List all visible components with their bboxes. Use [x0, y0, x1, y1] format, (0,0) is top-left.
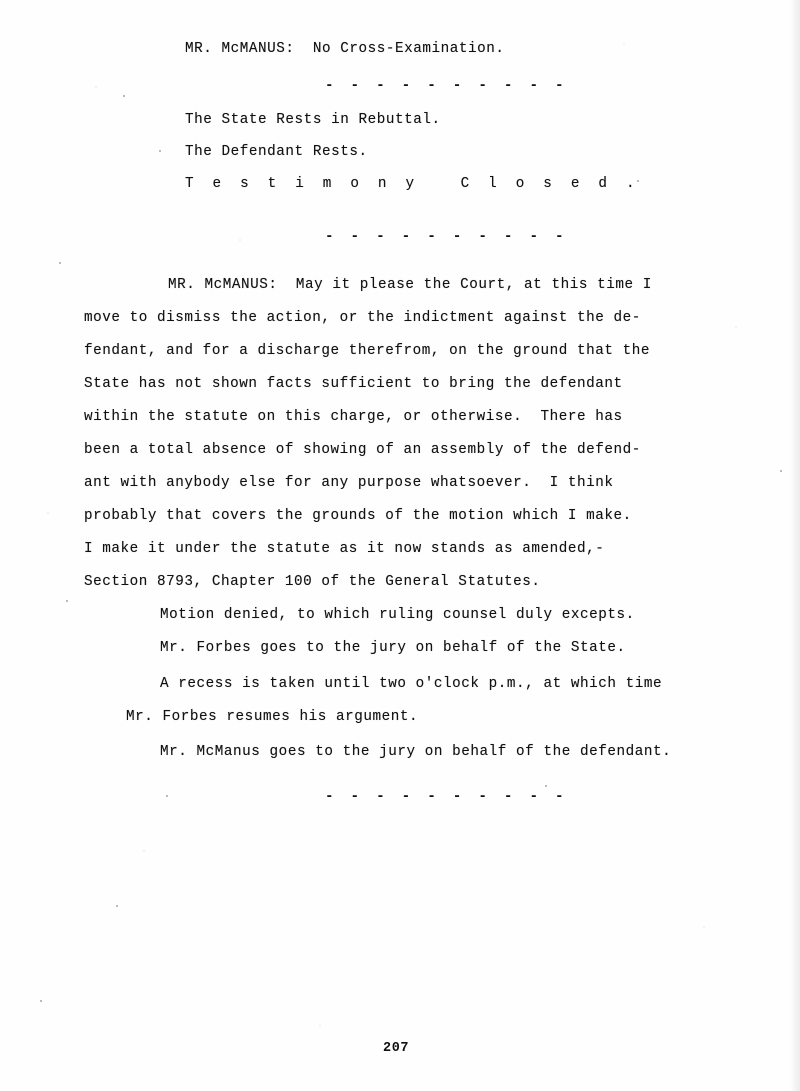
motion-line-3: fendant, and for a discharge therefrom, on the ground that the: [84, 343, 651, 359]
dashed-rule-2: - - - - - - - - - -: [325, 229, 568, 245]
motion-line-2: move to dismiss the action, or the indictment against the de-: [84, 310, 641, 326]
motion-line-9: I make it under the statute as it now stands as amended,-: [84, 541, 605, 557]
line-testimony-closed: T e s t i m o n y C l o s e d .: [185, 176, 640, 192]
ruling-line-forbes-jury: Mr. Forbes goes to the jury on behalf of the State.: [160, 640, 626, 656]
line-state-rests: The State Rests in Rebuttal.: [185, 112, 441, 128]
scan-speck: [159, 150, 161, 152]
scan-speck: [166, 795, 168, 797]
ruling-line-motion-denied: Motion denied, to which ruling counsel duly excepts.: [160, 607, 635, 623]
motion-line-1: MR. McMANUS: May it please the Court, at this time I: [168, 277, 652, 293]
motion-line-7: ant with anybody else for any purpose whatsoever. I think: [84, 475, 614, 491]
scan-speck: [637, 180, 639, 182]
scan-speck: [780, 470, 782, 472]
line-no-cross-examination: MR. McMANUS: No Cross-Examination.: [185, 41, 505, 57]
scan-speck: [116, 905, 118, 907]
scan-speck: [59, 262, 61, 264]
motion-line-10: Section 8793, Chapter 100 of the General Statutes.: [84, 574, 541, 590]
motion-line-4: State has not shown facts sufficient to bring the defendant: [84, 376, 623, 392]
motion-line-5: within the statute on this charge, or otherwise. There has: [84, 409, 623, 425]
ruling-line-forbes-resumes: Mr. Forbes resumes his argument.: [126, 709, 419, 725]
motion-line-8: probably that covers the grounds of the motion which I make.: [84, 508, 632, 524]
dashed-rule-1: - - - - - - - - - -: [325, 78, 568, 94]
page-number: 207: [383, 1041, 410, 1056]
ruling-line-mcmanus-jury: Mr. McManus goes to the jury on behalf of the defendant.: [160, 744, 672, 760]
ruling-line-recess: A recess is taken until two o'clock p.m., at which time: [160, 676, 663, 692]
scan-speck: [40, 1000, 42, 1002]
line-defendant-rests: The Defendant Rests.: [185, 144, 368, 160]
scan-speck: [123, 95, 125, 97]
scan-speck: [545, 785, 547, 787]
motion-line-6: been a total absence of showing of an assembly of the defend-: [84, 442, 641, 458]
scan-speck: [66, 600, 68, 602]
dashed-rule-3: - - - - - - - - - -: [325, 789, 568, 805]
